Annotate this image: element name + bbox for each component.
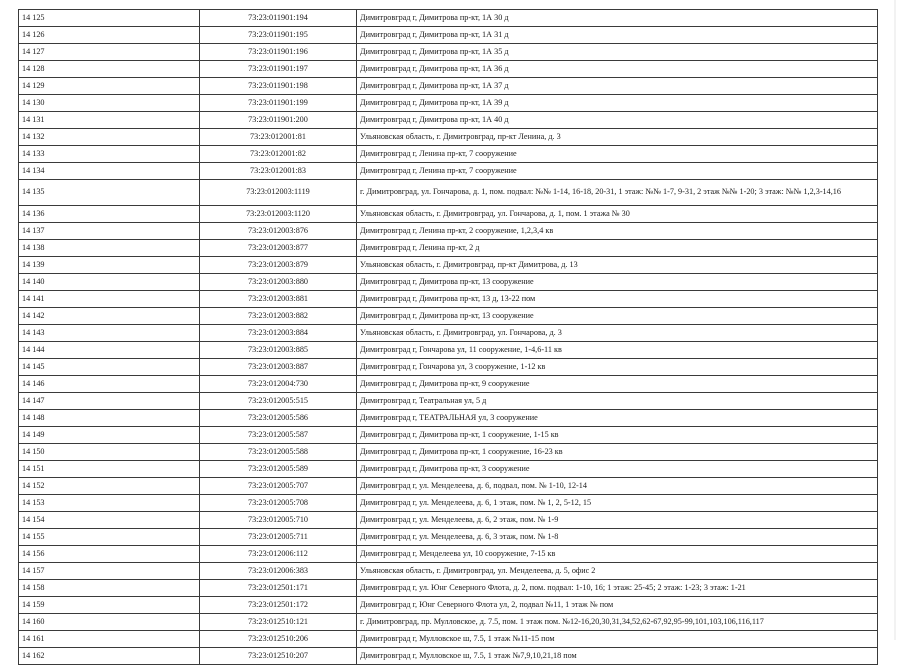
table-row <box>19 512 878 529</box>
row-number: 14 128 <box>19 61 200 78</box>
address-cell: Димитровград г, Димитрова пр-кт, 1А 31 д <box>357 27 878 44</box>
cadastral-number: 73:23:012510:207 <box>200 648 357 665</box>
cadastral-number: 73:23:012003:1119 <box>200 180 357 206</box>
row-number: 14 153 <box>19 495 200 512</box>
table-row <box>19 648 878 665</box>
cadastral-number: 73:23:012005:588 <box>200 444 357 461</box>
cadastral-number: 73:23:012005:711 <box>200 529 357 546</box>
cadastral-number: 73:23:012005:589 <box>200 461 357 478</box>
address-cell: Димитровград г, Димитрова пр-кт, 9 сооружение <box>357 376 878 393</box>
cadastral-number: 73:23:012003:876 <box>200 223 357 240</box>
address-cell: Димитровград г, Мулловское ш, 7.5, 1 этаж №7,9,10,21,18 пом <box>357 648 878 665</box>
cadastral-number: 73:23:012003:887 <box>200 359 357 376</box>
table-row <box>19 410 878 427</box>
cadastral-number: 73:23:012005:707 <box>200 478 357 495</box>
cadastral-number: 73:23:012501:171 <box>200 580 357 597</box>
address-cell: Димитровград г, Димитрова пр-кт, 1 сооружение, 16-23 кв <box>357 444 878 461</box>
address-cell: г. Димитровград, ул. Гончарова, д. 1, пом. подвал: №№ 1-14, 16-18, 20-31, 1 этаж: №№ 1-7, 9-31, 2 этаж №№ 1-20; 3 этаж: №№ 1,2,3-14,16 <box>357 180 878 206</box>
table-row <box>19 257 878 274</box>
address-cell: Димитровград г, Димитрова пр-кт, 1А 39 д <box>357 95 878 112</box>
address-cell: Димитровград г, Димитрова пр-кт, 1А 36 д <box>357 61 878 78</box>
row-number: 14 135 <box>19 180 200 206</box>
row-number: 14 147 <box>19 393 200 410</box>
row-number: 14 149 <box>19 427 200 444</box>
table-row <box>19 325 878 342</box>
cadastral-number: 73:23:012003:879 <box>200 257 357 274</box>
row-number: 14 144 <box>19 342 200 359</box>
register-table <box>18 9 878 665</box>
address-cell: Димитровград г, ул. Менделеева, д. 6, 1 этаж, пом. № 1, 2, 5-12, 15 <box>357 495 878 512</box>
row-number: 14 159 <box>19 597 200 614</box>
address-cell: Димитровград г, Гончарова ул, 11 сооружение, 1-4,6-11 кв <box>357 342 878 359</box>
address-cell: Димитровград г, Димитрова пр-кт, 1А 40 д <box>357 112 878 129</box>
address-cell: Димитровград г, Димитрова пр-кт, 13 сооружение <box>357 308 878 325</box>
table-row <box>19 308 878 325</box>
row-number: 14 141 <box>19 291 200 308</box>
row-number: 14 132 <box>19 129 200 146</box>
address-cell: Димитровград г, ул. Менделеева, д. 6, подвал, пом. № 1-10, 12-14 <box>357 478 878 495</box>
row-number: 14 130 <box>19 95 200 112</box>
row-number: 14 162 <box>19 648 200 665</box>
address-cell: г. Димитровград, пр. Мулловское, д. 7.5, пом. 1 этаж пом. №12-16,20,30,31,34,52,62-67,92,95-99,101,103,106,116,117 <box>357 614 878 631</box>
cadastral-number: 73:23:011901:199 <box>200 95 357 112</box>
cadastral-number: 73:23:012003:884 <box>200 325 357 342</box>
address-cell: Димитровград г, Юнг Северного Флота ул, 2, подвал №11, 1 этаж № пом <box>357 597 878 614</box>
cadastral-number: 73:23:012501:172 <box>200 597 357 614</box>
cadastral-number: 73:23:012006:383 <box>200 563 357 580</box>
address-cell: Димитровград г, Димитрова пр-кт, 3 сооружение <box>357 461 878 478</box>
address-cell: Димитровград г, Ленина пр-кт, 2 д <box>357 240 878 257</box>
row-number: 14 150 <box>19 444 200 461</box>
address-cell: Димитровград г, Менделеева ул, 10 сооружение, 7-15 кв <box>357 546 878 563</box>
table-row <box>19 112 878 129</box>
table-row <box>19 78 878 95</box>
cadastral-number: 73:23:012005:708 <box>200 495 357 512</box>
address-cell: Ульяновская область, г. Димитровград, ул. Гончарова, д. 3 <box>357 325 878 342</box>
row-number: 14 134 <box>19 163 200 180</box>
cadastral-number: 73:23:012004:730 <box>200 376 357 393</box>
cadastral-number: 73:23:012006:112 <box>200 546 357 563</box>
table-row <box>19 495 878 512</box>
scan-edge <box>894 0 896 640</box>
address-cell: Димитровград г, Ленина пр-кт, 7 сооружение <box>357 163 878 180</box>
table-row <box>19 206 878 223</box>
row-number: 14 156 <box>19 546 200 563</box>
table-row <box>19 393 878 410</box>
cadastral-number: 73:23:011901:200 <box>200 112 357 129</box>
address-cell: Димитровград г, Димитрова пр-кт, 1А 35 д <box>357 44 878 61</box>
row-number: 14 125 <box>19 10 200 27</box>
cadastral-number: 73:23:011901:195 <box>200 27 357 44</box>
address-cell: Димитровград г, Димитрова пр-кт, 1 сооружение, 1-15 кв <box>357 427 878 444</box>
cadastral-number: 73:23:011901:198 <box>200 78 357 95</box>
row-number: 14 158 <box>19 580 200 597</box>
table-row <box>19 597 878 614</box>
cadastral-number: 73:23:012003:1120 <box>200 206 357 223</box>
row-number: 14 160 <box>19 614 200 631</box>
table-row <box>19 529 878 546</box>
address-cell: Димитровград г, Димитрова пр-кт, 13 сооружение <box>357 274 878 291</box>
address-cell: Ульяновская область, г. Димитровград, ул. Гончарова, д. 1, пом. 1 этажа № 30 <box>357 206 878 223</box>
cadastral-number: 73:23:012005:515 <box>200 393 357 410</box>
table-row <box>19 10 878 27</box>
table-row <box>19 291 878 308</box>
cadastral-number: 73:23:012005:586 <box>200 410 357 427</box>
address-cell: Димитровград г, ТЕАТРАЛЬНАЯ ул, 3 сооружение <box>357 410 878 427</box>
register-body <box>19 10 878 665</box>
table-row <box>19 614 878 631</box>
row-number: 14 151 <box>19 461 200 478</box>
cadastral-number: 73:23:011901:197 <box>200 61 357 78</box>
row-number: 14 129 <box>19 78 200 95</box>
cadastral-number: 73:23:012003:881 <box>200 291 357 308</box>
address-cell: Димитровград г, Димитрова пр-кт, 1А 37 д <box>357 78 878 95</box>
table-row <box>19 44 878 61</box>
cadastral-number: 73:23:012510:206 <box>200 631 357 648</box>
table-row <box>19 95 878 112</box>
table-row <box>19 180 878 206</box>
row-number: 14 127 <box>19 44 200 61</box>
table-row <box>19 478 878 495</box>
row-number: 14 126 <box>19 27 200 44</box>
row-number: 14 138 <box>19 240 200 257</box>
table-row <box>19 146 878 163</box>
row-number: 14 131 <box>19 112 200 129</box>
row-number: 14 157 <box>19 563 200 580</box>
cadastral-number: 73:23:012001:81 <box>200 129 357 146</box>
row-number: 14 154 <box>19 512 200 529</box>
table-row <box>19 427 878 444</box>
row-number: 14 136 <box>19 206 200 223</box>
row-number: 14 133 <box>19 146 200 163</box>
cadastral-number: 73:23:012510:121 <box>200 614 357 631</box>
row-number: 14 143 <box>19 325 200 342</box>
cadastral-number: 73:23:012003:882 <box>200 308 357 325</box>
table-row <box>19 376 878 393</box>
address-cell: Ульяновская область, г. Димитровград, пр-кт Ленина, д. 3 <box>357 129 878 146</box>
cadastral-number: 73:23:012001:83 <box>200 163 357 180</box>
cadastral-number: 73:23:012005:587 <box>200 427 357 444</box>
table-row <box>19 223 878 240</box>
address-cell: Димитровград г, Ленина пр-кт, 2 сооружение, 1,2,3,4 кв <box>357 223 878 240</box>
row-number: 14 161 <box>19 631 200 648</box>
address-cell: Димитровград г, ул. Юнг Северного Флота, д. 2, пом. подвал: 1-10, 16; 1 этаж: 25-45; 2 этаж: 1-23; 3 этаж: 1-21 <box>357 580 878 597</box>
row-number: 14 148 <box>19 410 200 427</box>
address-cell: Димитровград г, Гончарова ул, 3 сооружение, 1-12 кв <box>357 359 878 376</box>
address-cell: Димитровград г, ул. Менделеева, д. 6, 3 этаж, пом. № 1-8 <box>357 529 878 546</box>
cadastral-number: 73:23:012003:877 <box>200 240 357 257</box>
table-row <box>19 359 878 376</box>
address-cell: Димитровград г, Мулловское ш, 7.5, 1 этаж №11-15 пом <box>357 631 878 648</box>
cadastral-number: 73:23:012001:82 <box>200 146 357 163</box>
table-row <box>19 546 878 563</box>
table-row <box>19 580 878 597</box>
table-row <box>19 274 878 291</box>
cadastral-number: 73:23:012003:885 <box>200 342 357 359</box>
row-number: 14 146 <box>19 376 200 393</box>
cadastral-number: 73:23:011901:194 <box>200 10 357 27</box>
address-cell: Димитровград г, Театральная ул, 5 д <box>357 393 878 410</box>
row-number: 14 137 <box>19 223 200 240</box>
address-cell: Димитровград г, Димитрова пр-кт, 1А 30 д <box>357 10 878 27</box>
table-row <box>19 563 878 580</box>
table-row <box>19 240 878 257</box>
address-cell: Ульяновская область, г. Димитровград, ул. Менделеева, д. 5, офис 2 <box>357 563 878 580</box>
cadastral-number: 73:23:011901:196 <box>200 44 357 61</box>
table-row <box>19 163 878 180</box>
address-cell: Димитровград г, ул. Менделеева, д. 6, 2 этаж, пом. № 1-9 <box>357 512 878 529</box>
table-row <box>19 61 878 78</box>
row-number: 14 139 <box>19 257 200 274</box>
row-number: 14 140 <box>19 274 200 291</box>
address-cell: Димитровград г, Ленина пр-кт, 7 сооружение <box>357 146 878 163</box>
table-row <box>19 461 878 478</box>
table-row <box>19 129 878 146</box>
address-cell: Ульяновская область, г. Димитровград, пр-кт Димитрова, д. 13 <box>357 257 878 274</box>
cadastral-number: 73:23:012003:880 <box>200 274 357 291</box>
cadastral-number: 73:23:012005:710 <box>200 512 357 529</box>
table-row <box>19 27 878 44</box>
row-number: 14 145 <box>19 359 200 376</box>
row-number: 14 155 <box>19 529 200 546</box>
address-cell: Димитровград г, Димитрова пр-кт, 13 д, 13-22 пом <box>357 291 878 308</box>
row-number: 14 152 <box>19 478 200 495</box>
table-row <box>19 342 878 359</box>
table-row <box>19 631 878 648</box>
row-number: 14 142 <box>19 308 200 325</box>
table-row <box>19 444 878 461</box>
